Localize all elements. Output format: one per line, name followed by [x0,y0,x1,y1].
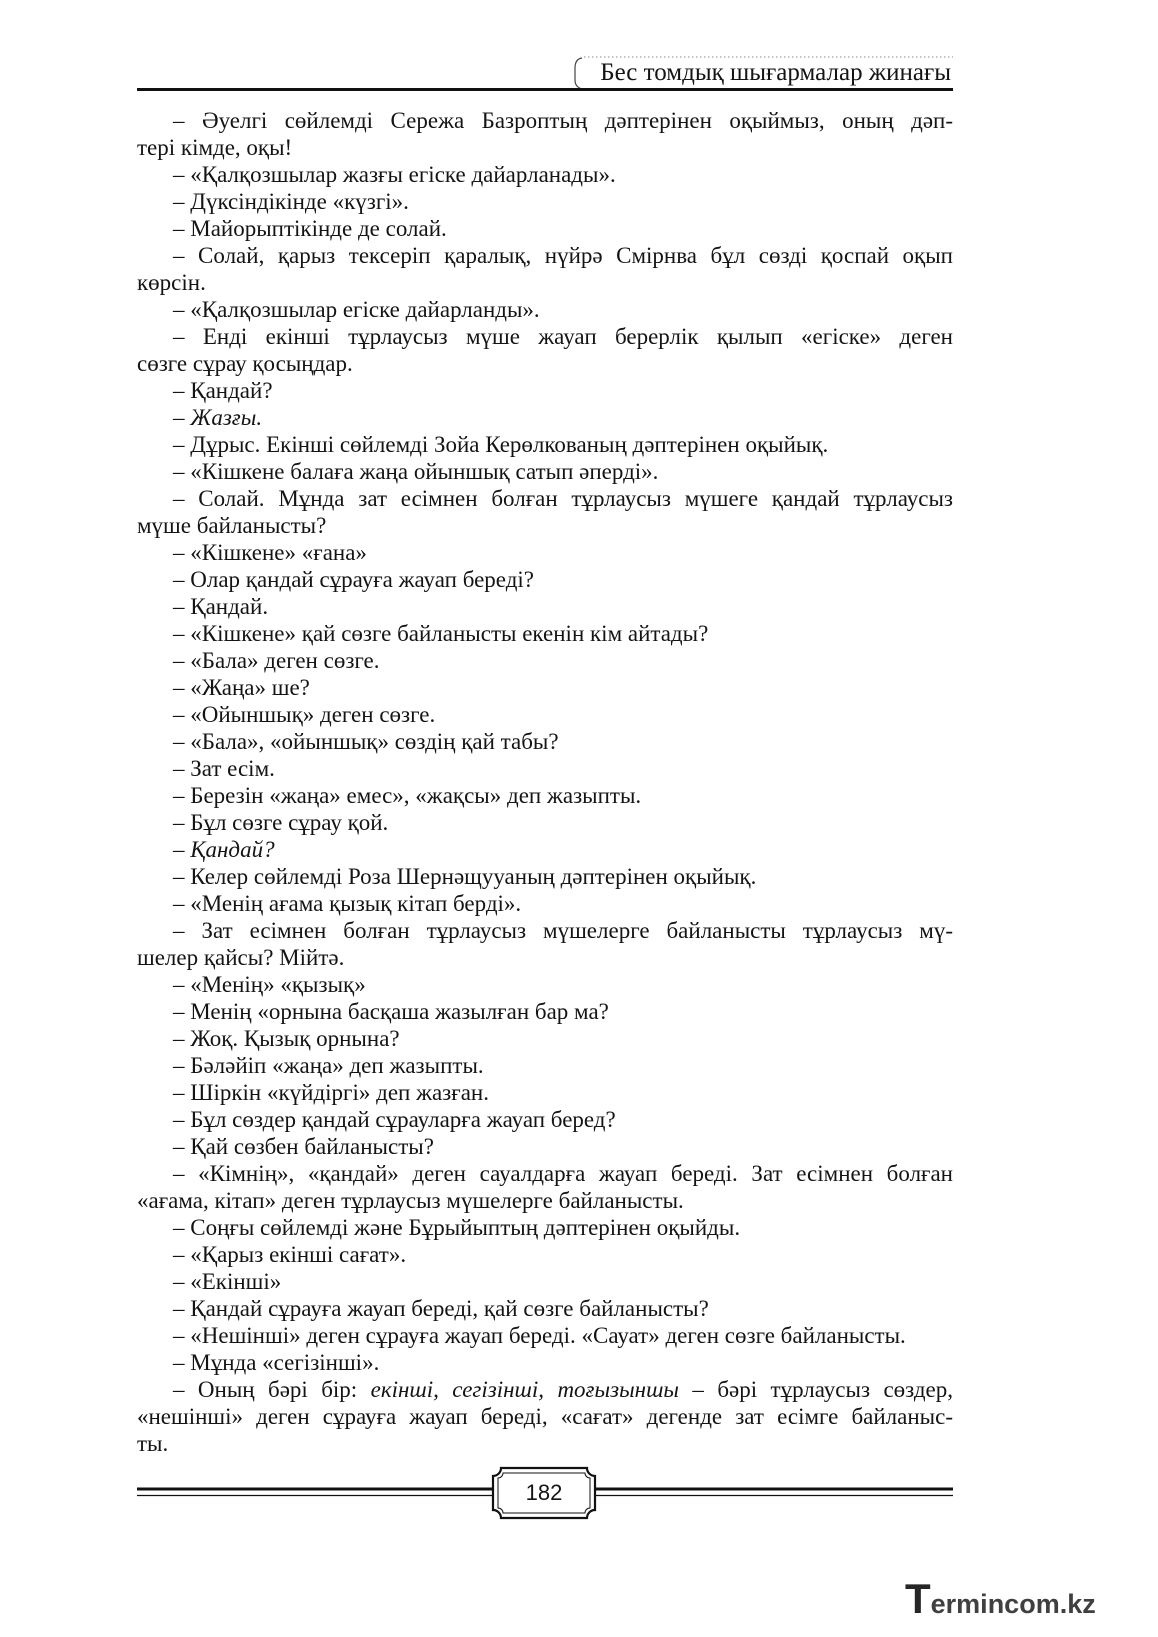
paragraph [137,323,953,377]
paragraph [137,755,953,782]
italic-run: Қандай? [190,837,275,862]
text-line: – «Бала», «ойыншық» сөздің қай табы? [173,729,559,754]
paragraph [137,1079,953,1106]
text-line: – Енді екінші тұрлаусыз мүше жауап берерлік қылып «егіске» деген [173,324,953,349]
paragraph [137,107,953,161]
text-line: – Бұл сөзге сұрау қой. [173,810,389,835]
text-run: – Оның бәрі бір: [173,1377,371,1402]
text-line: мүше байланысты? [137,513,327,538]
text-line: – Зат есімнен болған тұрлаусыз мүшелерге байланысты тұрлаусыз мү- [173,918,953,943]
paragraph [137,701,953,728]
paragraph [137,998,953,1025]
paragraph [137,782,953,809]
text-line: – «Қалқозшылар егіске дайарланды». [173,297,540,322]
text-line: – Қай сөзбен байланысты? [173,1134,434,1159]
body-text [137,107,953,1457]
paragraph [137,863,953,890]
text-line: «нешінші» деген сұрауға жауап береді, «сағат» дегенде зат есімге байланыс- [137,1404,953,1429]
text-line: – Майорыптікінде де солай. [173,216,447,241]
text-line: – Менің «орнына басқаша жазылған бар ма? [173,999,609,1024]
text-line: – «Жаңа» ше? [173,675,310,700]
paragraph [137,404,953,431]
paragraph [137,485,953,539]
text-line: – Солай, қарыз тексеріп қаралық, нүйрә Смірнва бұл сөзді қоспай оқып [173,243,953,268]
paragraph [137,1268,953,1295]
watermark-logo: Termincom.kz [905,1575,1096,1622]
header-bracket [575,58,582,89]
text-line: – Жоқ. Қызық орнына? [173,1026,400,1051]
text-line: шелер қайсы? Мійтә. [137,945,345,970]
paragraph [137,296,953,323]
paragraph [137,161,953,188]
text-line: – Әуелгі сөйлемді Сережа Базроптың дәптерінен оқыймыз, оның дәп- [173,108,953,133]
text-line: – «Кішкене» қай сөзге байланысты екенін кім айтады? [173,621,709,646]
paragraph [137,1025,953,1052]
text-line: – «Менің ағама қызық кітап берді». [173,891,522,916]
text-line: – Дұрыс. Екінші сөйлемді Зойа Керөлкованың дәптерінен оқыйық. [173,432,829,457]
paragraph [137,836,953,863]
paragraph [137,215,953,242]
text-line: – «Екінші» [173,1269,282,1294]
text-line: – Шіркін «күйдіргі» деп жазған. [173,1080,489,1105]
text-line: – Қандай сұрауға жауап береді, қай сөзге байланысты? [173,1296,709,1321]
paragraph [137,647,953,674]
paragraph [137,377,953,404]
paragraph [137,1376,953,1457]
text-line: – «Кімнің», «қандай» деген сауалдарға жауап береді. Зат есімнен болған [173,1161,953,1186]
page-number: 182 [525,1480,563,1505]
text-line: – Қандай. [173,594,269,619]
paragraph [137,620,953,647]
paragraph [137,1295,953,1322]
text-line: сөзге сұрау қосыңдар. [137,351,353,376]
paragraph [137,917,953,971]
paragraph [137,593,953,620]
paragraph [137,1349,953,1376]
text-line: көрсін. [137,270,206,295]
paragraph [137,1322,953,1349]
text-line: – Дүксіндікінде «күзгі». [173,189,409,214]
paragraph [137,242,953,296]
text-run: – [173,837,191,862]
paragraph [137,728,953,755]
text-run: – [173,405,191,430]
text-line: тері кімде, оқы! [137,135,293,160]
text-line: – Мұнда «сегізінші». [173,1350,380,1375]
text-line: – Келер сөйлемді Роза Шернәщууаның дәптерінен оқыйық. [173,864,757,889]
text-line: – «Нешінші» деген сұрауға жауап береді. «Сауат» деген сөзге байланысты. [173,1323,906,1348]
paragraph [137,431,953,458]
paragraph [137,890,953,917]
text-line: «ағама, кітап» деген тұрлаусыз мүшелерге байланысты. [137,1188,684,1213]
text-line: – «Ойыншық» деген сөзге. [173,702,436,727]
text-run: – бәрі тұрлаусыз сөздер, [679,1377,953,1402]
paragraph [137,1241,953,1268]
text-line: – Бұл сөздер қандай сұрауларға жауап беред? [173,1107,616,1132]
text-line: – «Кішкене балаға жаңа ойыншық сатып әперді». [173,459,659,484]
text-line: – «Қарыз екінші сағат». [173,1242,407,1267]
paragraph [137,1052,953,1079]
paragraph [137,188,953,215]
italic-run: екінші, сегізінші, тоғызыншы [370,1377,680,1402]
text-line: – Зат есім. [173,756,275,781]
text-line: – «Менің» «қызық» [173,972,366,997]
text-line: – «Қалқозшылар жазғы егіске дайарланады». [173,162,616,187]
paragraph [137,539,953,566]
text-line [137,1376,953,1403]
text-line: – Березін «жаңа» емес», «жақсы» деп жазыпты. [173,783,642,808]
running-header: Бес томдық шығармалар жинағы [600,59,951,86]
header-rule [137,88,953,91]
paragraph [137,566,953,593]
text-line: – Соңғы сөйлемді және Бұрыйыптың дәптерінен оқыйды. [173,1215,741,1240]
text-line [137,836,953,863]
paragraph [137,674,953,701]
paragraph [137,1106,953,1133]
italic-run: Жазғы. [190,405,263,430]
paragraph [137,1133,953,1160]
text-line: – Бәләйіп «жаңа» деп жазыпты. [173,1053,484,1078]
text-line: – Олар қандай сұрауға жауап береді? [173,567,535,592]
paragraph [137,809,953,836]
paragraph [137,458,953,485]
text-line: – «Бала» деген сөзге. [173,648,380,673]
text-line: – Солай. Мұнда зат есімнен болған тұрлаусыз мүшеге қандай тұрлаусыз [173,486,953,511]
text-line: ты. [137,1431,169,1456]
paragraph [137,1214,953,1241]
text-line: – Қандай? [173,378,273,403]
text-line: – «Кішкене» «ғана» [173,540,367,565]
text-line [137,404,953,431]
paragraph [137,1160,953,1214]
paragraph [137,971,953,998]
